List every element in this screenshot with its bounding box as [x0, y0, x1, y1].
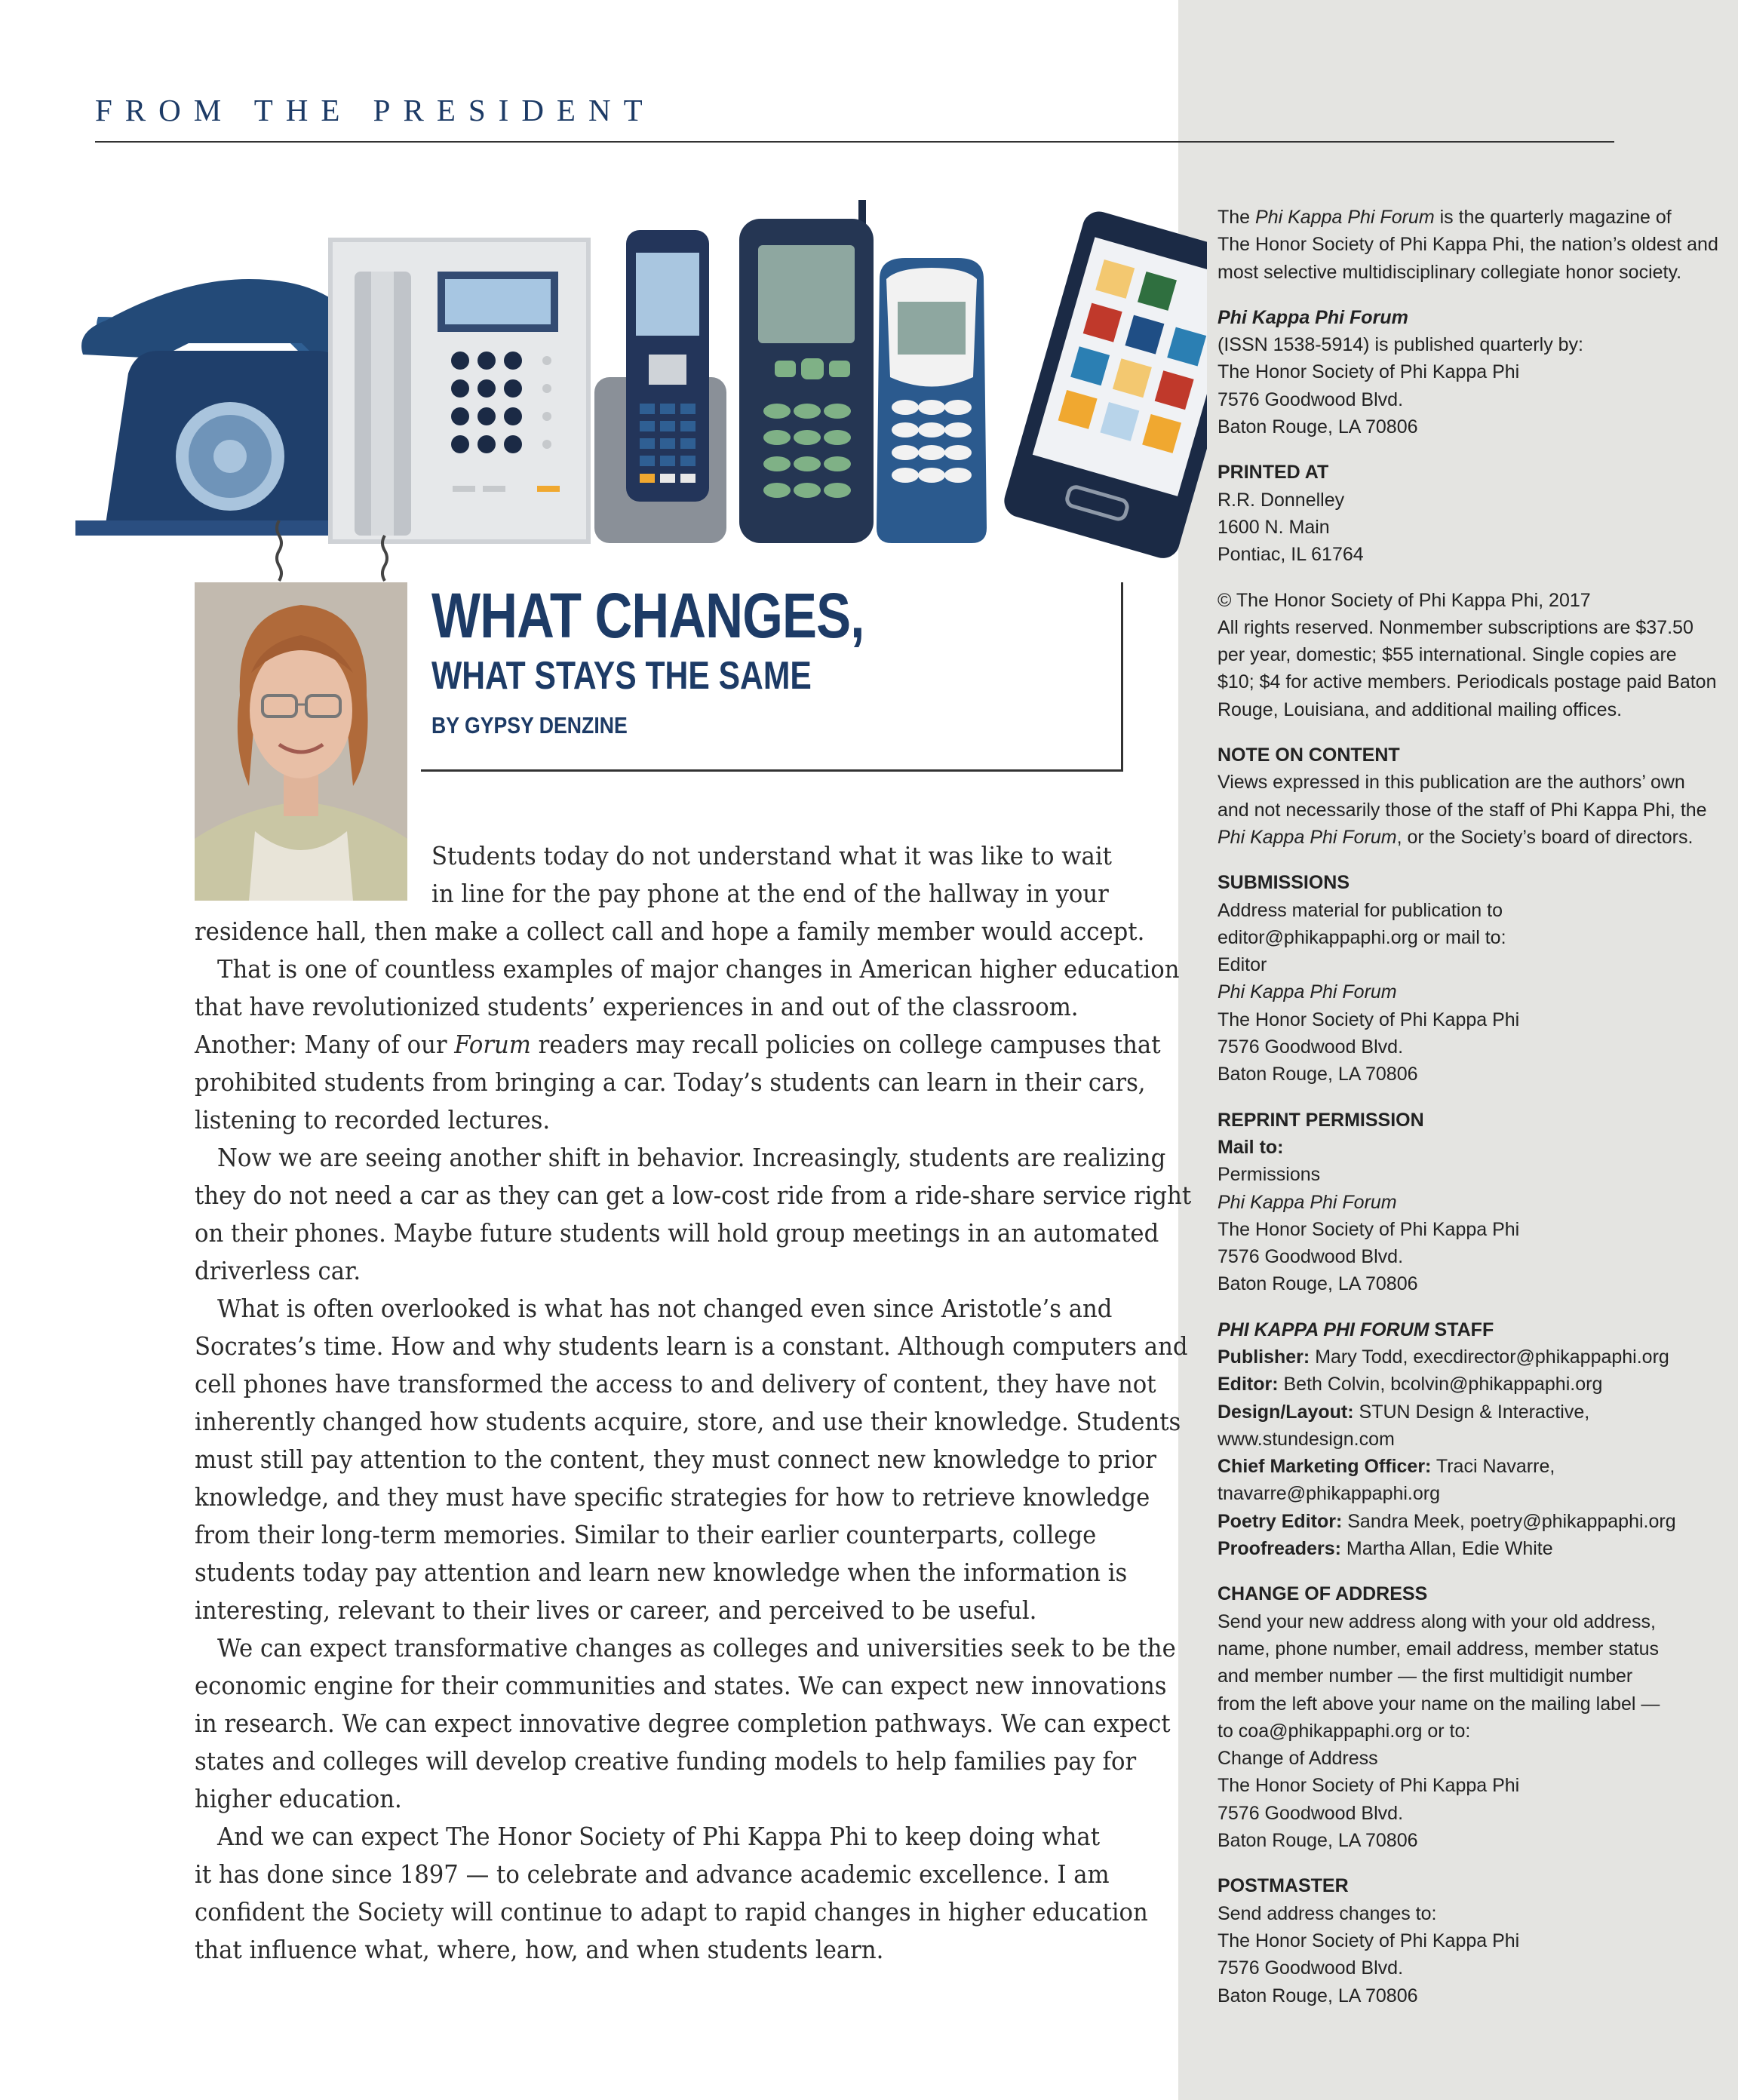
- copyright-line: $10; $4 for active members. Periodicals postage paid Baton: [1218, 671, 1717, 693]
- coa-line: name, phone number, email address, member status: [1218, 1638, 1660, 1659]
- body-line: Now we are seeing another shift in behavior. Increasingly, students are realizing: [217, 1143, 1166, 1172]
- subhead: WHAT STAYS THE SAME: [431, 654, 812, 698]
- coa-line: to coa@phikappaphi.org or to:: [1218, 1720, 1471, 1742]
- body-line: We can expect transformative changes as colleges and universities seek to be the: [217, 1633, 1176, 1662]
- note-heading: NOTE ON CONTENT: [1218, 745, 1400, 766]
- body-line: students today pay attention and learn new knowledge when the information is: [195, 1558, 1128, 1587]
- body-line: prohibited students from bringing a car. Today’s students can learn in their cars,: [195, 1067, 1146, 1097]
- body-line: states and colleges will develop creative funding models to help families pay for: [195, 1746, 1137, 1776]
- body-line: cell phones have transformed the access to and delivery of content, they have not: [195, 1369, 1156, 1398]
- postmaster-block: [1218, 1872, 1700, 2009]
- intro-line: The Phi Kappa Phi Forum is the quarterly magazine of: [1218, 207, 1672, 228]
- note-line: and not necessarily those of the staff of Phi Kappa Phi, the: [1218, 799, 1707, 821]
- body-line: interesting, relevant to their lives or career, and perceived to be useful.: [195, 1595, 1037, 1625]
- cordless-phone-icon: [594, 230, 726, 543]
- staff-line: Editor: Beth Colvin, bcolvin@phikappaphi.org: [1218, 1374, 1603, 1395]
- staff-heading: PHI KAPPA PHI FORUM STAFF: [1218, 1319, 1494, 1340]
- publication-block: [1218, 304, 1700, 441]
- body-line: residence hall, then make a collect call and hope a family member would accept.: [195, 916, 1145, 946]
- printed-block: [1218, 459, 1700, 568]
- postmaster-line: The Honor Society of Phi Kappa Phi: [1218, 1930, 1520, 1951]
- body-line: in research. We can expect innovative degree completion pathways. We can expect: [195, 1709, 1171, 1738]
- body-line: knowledge, and they must have specific strategies for how to retrieve knowledge: [195, 1482, 1150, 1512]
- postmaster-line: Send address changes to:: [1218, 1902, 1437, 1924]
- coa-line: Baton Rouge, LA 70806: [1218, 1830, 1418, 1852]
- body-line: What is often overlooked is what has not changed even since Aristotle’s and: [217, 1294, 1113, 1323]
- copyright-line: Rouge, Louisiana, and additional mailing offices.: [1218, 698, 1623, 720]
- submissions-line: Editor: [1218, 954, 1267, 976]
- reprint-mail-label: Mail to:: [1218, 1136, 1284, 1158]
- submissions-line: Phi Kappa Phi Forum: [1218, 981, 1397, 1003]
- nokia-cell-phone-icon: [877, 258, 987, 543]
- publication-line: 7576 Goodwood Blvd.: [1218, 388, 1404, 410]
- submissions-line: Baton Rouge, LA 70806: [1218, 1064, 1418, 1085]
- body-line: from their long-term memories. Similar to their earlier counterparts, college: [195, 1520, 1097, 1549]
- postmaster-line: 7576 Goodwood Blvd.: [1218, 1957, 1404, 1979]
- reprint-line: Baton Rouge, LA 70806: [1218, 1273, 1418, 1295]
- coa-line: Change of Address: [1218, 1748, 1378, 1770]
- staff-line: Publisher: Mary Todd, execdirector@phikappaphi.org: [1218, 1346, 1669, 1368]
- note-line: Views expressed in this publication are the authors’ own: [1218, 772, 1685, 794]
- publication-line: (ISSN 1538-5914) is published quarterly by:: [1218, 334, 1583, 356]
- body-line: That is one of countless examples of major changes in American higher education: [217, 954, 1180, 984]
- submissions-heading: SUBMISSIONS: [1218, 872, 1350, 894]
- body-line: listening to recorded lectures.: [195, 1105, 551, 1134]
- submissions-email[interactable]: editor@phikappaphi.org or mail to:: [1218, 926, 1506, 948]
- body-line: in line for the pay phone at the end of the hallway in your: [431, 879, 1109, 908]
- staff-line: www.stundesign.com: [1218, 1428, 1395, 1450]
- masthead-sidebar: [1218, 204, 1718, 2009]
- staff-line: Design/Layout: STUN Design & Interactive,: [1218, 1401, 1590, 1423]
- submissions-line: 7576 Goodwood Blvd.: [1218, 1036, 1404, 1058]
- copyright-line: All rights reserved. Nonmember subscriptions are $37.50: [1218, 616, 1693, 638]
- copyright-line: © The Honor Society of Phi Kappa Phi, 2017: [1218, 589, 1591, 611]
- reprint-line: Phi Kappa Phi Forum: [1218, 1191, 1397, 1213]
- coa-line: and member number — the first multidigit number: [1218, 1666, 1633, 1687]
- note-line: Phi Kappa Phi Forum, or the Society’s board of directors.: [1218, 826, 1693, 848]
- body-line: inherently changed how students acquire, store, and use their knowledge. Students: [195, 1407, 1181, 1436]
- coa-line: from the left above your name on the mailing label —: [1218, 1693, 1660, 1715]
- staff-block: [1218, 1316, 1700, 1563]
- staff-line: Poetry Editor: Sandra Meek, poetry@phikappaphi.org: [1218, 1510, 1676, 1532]
- reprint-block: [1218, 1107, 1700, 1298]
- printed-line: R.R. Donnelley: [1218, 489, 1345, 511]
- printed-line: Pontiac, IL 61764: [1218, 544, 1364, 566]
- body-line: Students today do not understand what it was like to wait: [431, 841, 1112, 870]
- body-line: that have revolutionized students’ experiences in and out of the classroom.: [195, 992, 1079, 1021]
- copyright-line: per year, domestic; $55 international. Single copies are: [1218, 644, 1677, 666]
- body-line: Socrates’s time. How and why students learn is a constant. Although computers and: [195, 1331, 1188, 1361]
- intro-line: The Honor Society of Phi Kappa Phi, the nation’s oldest and: [1218, 234, 1718, 256]
- body-line: must still pay attention to the content, they must connect new knowledge to prior: [195, 1445, 1156, 1474]
- coa-line: Send your new address along with your old address,: [1218, 1610, 1656, 1632]
- body-line: on their phones. Maybe future students will hold group meetings in an automated: [195, 1218, 1159, 1248]
- body-line: confident the Society will continue to adapt to rapid changes in higher education: [195, 1897, 1148, 1927]
- reprint-line: 7576 Goodwood Blvd.: [1218, 1246, 1404, 1268]
- postmaster-heading: POSTMASTER: [1218, 1875, 1349, 1897]
- section-kicker: FROM THE PRESIDENT: [95, 93, 656, 127]
- reprint-line: Permissions: [1218, 1164, 1321, 1186]
- byline: BY GYPSY DENZINE: [431, 712, 628, 738]
- body-line: economic engine for their communities and states. We can expect new innovations: [195, 1671, 1167, 1700]
- intro-block: [1218, 204, 1718, 286]
- change-of-address-block: [1218, 1580, 1700, 1854]
- smartphone-icon: [1000, 207, 1207, 562]
- body-line: that influence what, where, how, and when students learn.: [195, 1935, 884, 1964]
- author-portrait: [195, 582, 407, 901]
- note-block: [1218, 741, 1707, 851]
- coa-line: The Honor Society of Phi Kappa Phi: [1218, 1775, 1520, 1797]
- staff-line: tnavarre@phikappaphi.org: [1218, 1483, 1441, 1505]
- printed-heading: PRINTED AT: [1218, 462, 1329, 484]
- publication-title: Phi Kappa Phi Forum: [1218, 306, 1408, 328]
- coa-line: 7576 Goodwood Blvd.: [1218, 1802, 1404, 1824]
- header-rule: [95, 141, 1614, 143]
- intro-line: most selective multidisciplinary collegiate honor society.: [1218, 261, 1682, 283]
- printed-line: 1600 N. Main: [1218, 516, 1330, 538]
- body-line: Another: Many of our Forum readers may recall policies on college campuses that: [195, 1030, 1161, 1059]
- reprint-line: The Honor Society of Phi Kappa Phi: [1218, 1218, 1520, 1240]
- submissions-block: [1218, 869, 1700, 1088]
- headline: WHAT CHANGES,: [431, 580, 864, 651]
- postmaster-line: Baton Rouge, LA 70806: [1218, 1985, 1418, 2006]
- staff-line: Chief Marketing Officer: Traci Navarre,: [1218, 1456, 1555, 1478]
- phones-illustration: [75, 189, 1207, 588]
- brick-cell-phone-icon: [739, 200, 874, 543]
- reprint-heading: REPRINT PERMISSION: [1218, 1109, 1424, 1131]
- body-line: And we can expect The Honor Society of Phi Kappa Phi to keep doing what: [217, 1822, 1101, 1851]
- submissions-line: The Honor Society of Phi Kappa Phi: [1218, 1009, 1520, 1030]
- submissions-line: Address material for publication to: [1218, 899, 1503, 921]
- copyright-block: [1218, 587, 1717, 723]
- staff-line: Proofreaders: Martha Allan, Edie White: [1218, 1538, 1553, 1560]
- coa-heading: CHANGE OF ADDRESS: [1218, 1583, 1428, 1605]
- publication-line: The Honor Society of Phi Kappa Phi: [1218, 361, 1520, 383]
- body-line: it has done since 1897 — to celebrate and advance academic excellence. I am: [195, 1859, 1110, 1889]
- publication-line: Baton Rouge, LA 70806: [1218, 416, 1418, 438]
- body-line: they do not need a car as they can get a low-cost ride from a ride-share service right: [195, 1180, 1192, 1210]
- body-line: driverless car.: [195, 1256, 361, 1285]
- body-line: higher education.: [195, 1784, 402, 1813]
